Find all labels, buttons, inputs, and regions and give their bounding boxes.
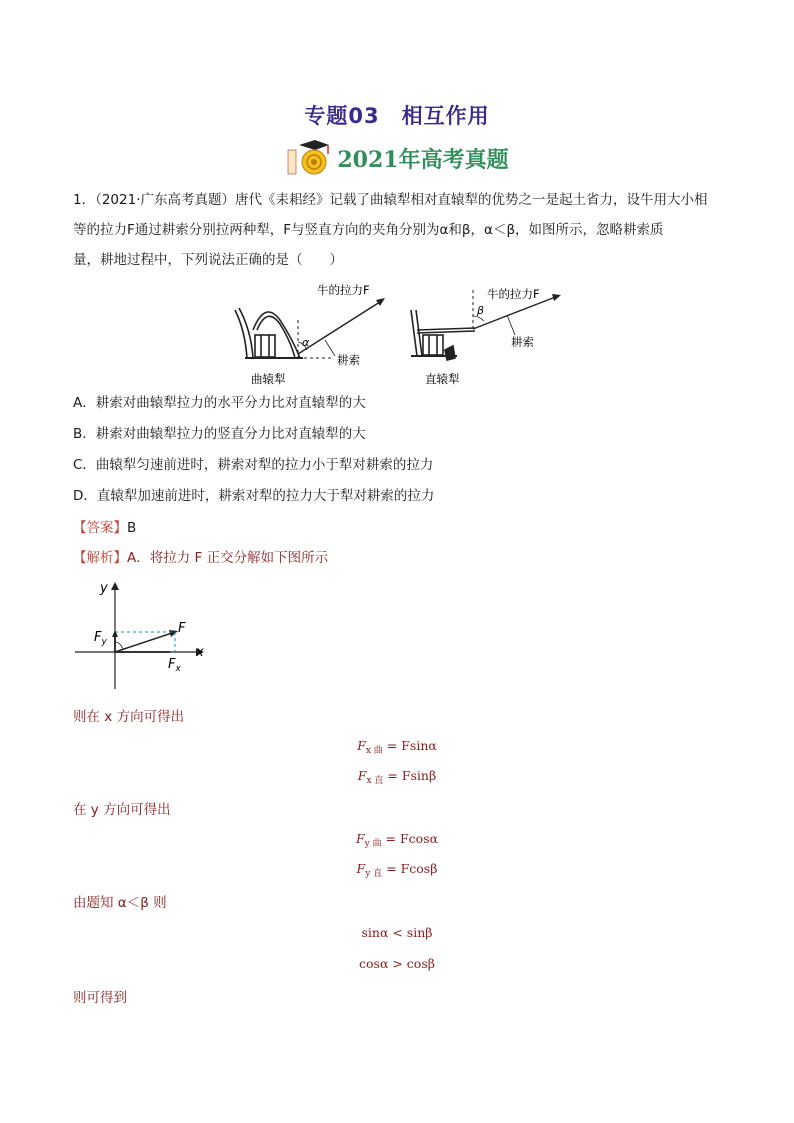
explanation-intro: 【解析】A．将拉力 F 正交分解如下图所示 [73,550,329,566]
left-caption: 曲辕犁 [251,372,286,386]
answer-value: B [127,520,137,536]
answer-line [73,516,136,536]
given-text: 由题知 α＜β 则 [73,895,167,911]
explanation-tag: 【解析】 [73,550,127,566]
question-line-3: 量，耕地过程中，下列说法正确的是（ ） [73,252,343,268]
force-vector [115,632,175,652]
y-label: y [100,581,108,596]
straight-plow-drawing [411,310,475,360]
fx-label: $F_x$ [168,657,181,674]
left-rope-force [298,300,383,354]
right-caption: 直辕犁 [425,372,460,386]
subtitle-row [0,138,794,178]
left-force-label: 牛的拉力F [317,283,370,297]
conclusion-text: 则可得到 [73,990,127,1006]
option-b: B．耕索对曲辕犁拉力的竖直分力比对直辕犁的大 [73,426,366,442]
force-arrow-icon [169,630,178,637]
x-direction-text: 则在 x 方向可得出 [73,709,185,725]
left-angle-label: α [302,336,310,349]
right-rope-pointer [507,315,515,335]
equation-1: $F_{x 曲} = Fsin\alpha$ [357,738,437,756]
question-source: （2021·广东高考真题） [95,192,235,208]
left-rope-pointer [325,340,335,356]
right-force-label: 牛的拉力F [487,287,540,301]
decomp-angle-arc [115,642,123,649]
plow-figure [225,280,585,390]
left-arrowhead-icon [376,298,385,306]
fy-label: $F_y$ [94,630,107,647]
option-a: A．耕索对曲辕犁拉力的水平分力比对直辕犁的大 [73,395,366,411]
left-rope-label: 耕索 [337,353,360,367]
right-rope-label: 耕索 [511,335,534,349]
topic-title: 相互作用 [401,104,490,128]
right-angle-label: β [477,304,485,317]
right-arrowhead-icon [552,294,561,301]
topic-number: 专题03 [304,104,380,128]
equation-3: $F_{y 曲} = Fcos\alpha$ [355,831,439,849]
curved-plow-drawing [235,308,303,358]
y-direction-text: 在 y 方向可得出 [73,802,171,818]
option-c: C．曲辕犁匀速前进时，耕索对犁的拉力小于犁对耕索的拉力 [73,457,434,473]
option-d: D．直辕犁加速前进时，耕索对犁的拉力大于犁对耕索的拉力 [73,488,435,504]
fy-arrow-icon [112,630,118,637]
equation-6: cosα > cosβ [359,956,435,971]
scholar-logo-icon [285,138,331,178]
question-line-1: 1．（2021·广东高考真题）唐代《耒耜经》记载了曲辕犁相对直辕犁的优势之一是起土省力，设牛用大小相 [73,192,708,208]
f-label: F [178,621,186,636]
question-stem [73,185,723,275]
equation-4: $F_{y 直} = Fcos\beta$ [356,861,438,879]
question-number: 1． [73,192,96,208]
answer-tag: 【答案】 [73,520,127,536]
section-subtitle: 2021年高考真题 [337,146,509,173]
decomposition-figure [70,574,220,694]
question-line-2: 等的拉力F通过耕索分别拉两种犁，F与竖直方向的夹角分别为α和β，α＜β，如图所示，忽略耕索质 [73,222,664,238]
equation-2: $F_{x 直} = Fsin\beta$ [357,768,437,786]
equation-5: sinα < sinβ [361,925,433,940]
options-list [73,388,434,512]
y-axis-arrow-icon [111,582,119,590]
x-label: x [196,645,204,660]
page-title [0,100,794,130]
